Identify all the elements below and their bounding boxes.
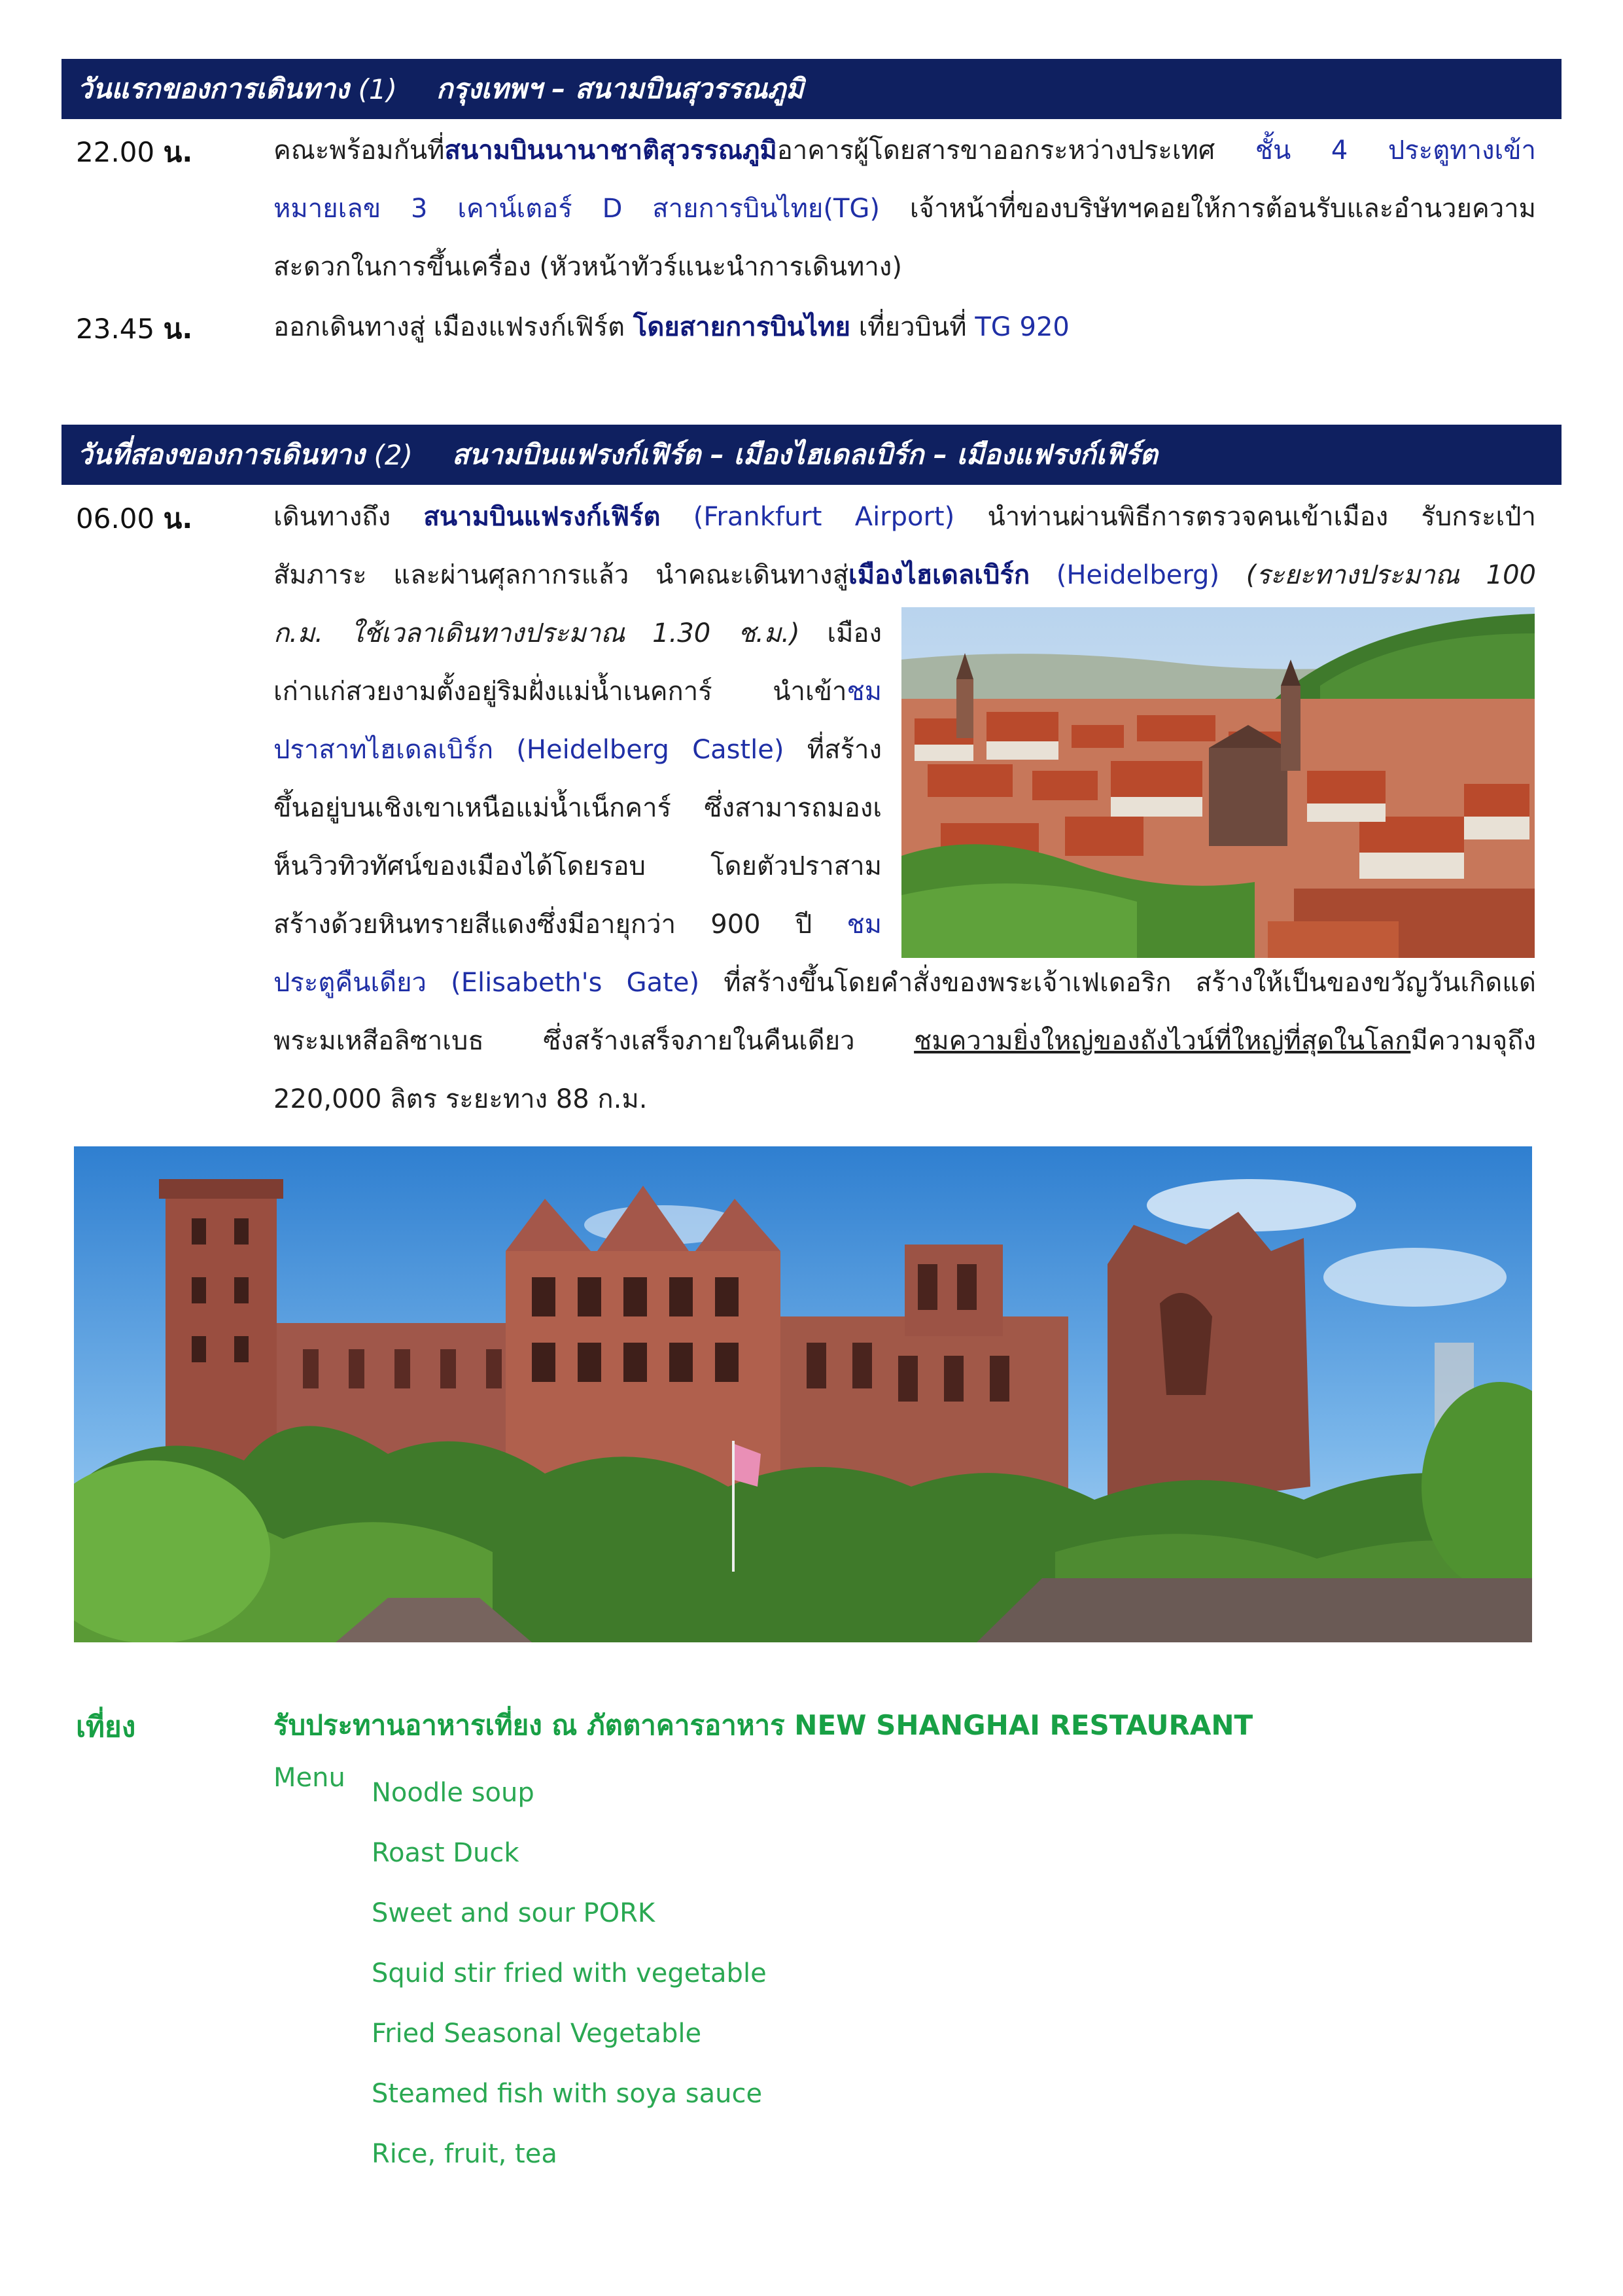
- text-span: ที่สร้างขึ้นโดยคำสั่งของพระเจ้าเฟเดอริก สร้างให้เป็นของขวัญวันเกิดแด่: [699, 968, 1536, 998]
- text-line: [273, 180, 1536, 238]
- text-span: ออกเดินทางสู่ เมืองแฟรงก์เฟิร์ต: [273, 312, 633, 342]
- text-span: เดินทางถึง: [273, 502, 424, 532]
- day1-time-2: [76, 308, 192, 351]
- gate-info: ชั้น 4 ประตูทางเข้า: [1255, 135, 1537, 166]
- text-line: [273, 546, 1536, 605]
- day1-route: กรุงเทพฯ – สนามบินสุวรรณภูมิ: [436, 73, 804, 105]
- text-line: ขึ้นอยู่บนเชิงเขาเหนือแม่น้ำเน็กคาร์ ซึ่งสามารถมองเ: [273, 793, 882, 823]
- heidelberg-castle-photo: [74, 1146, 1532, 1642]
- time-value: 06.00: [76, 503, 155, 535]
- time-value: 22.00: [76, 136, 155, 168]
- text-line: สะดวกในการขึ้นเครื่อง (หัวหน้าทัวร์แนะนำการเดินทาง): [273, 252, 902, 282]
- city-english: (Heidelberg): [1030, 560, 1246, 590]
- airport-english: (Frankfurt Airport): [660, 502, 955, 532]
- text-span: มีความจุถึง: [1410, 1026, 1536, 1056]
- gate-name: ประตูคืนเดียว (Elisabeth's Gate): [273, 968, 700, 998]
- city-name: เมืองไฮเดลเบิร์ก: [848, 560, 1030, 590]
- text-line: ห็นวิวทิวทัศน์ของเมืองได้โดยรอบ โดยตัวปราสาม: [273, 851, 882, 881]
- visit-word: ชม: [846, 910, 882, 940]
- time-value: 23.45: [76, 313, 155, 345]
- day2-entry-text-bottom: [273, 954, 1536, 1129]
- wine-barrel-highlight: ชมความยิ่งใหญ่ของถังไวน์ที่ใหญ่ที่สุดในโลก: [914, 1026, 1411, 1056]
- text-span: เที่ยวบินที่: [850, 312, 975, 342]
- menu-item: Fried Seasonal Vegetable: [372, 2019, 702, 2049]
- day2-entry-text-column: [273, 605, 882, 954]
- text-line: [273, 605, 882, 663]
- text-line: [273, 721, 882, 779]
- day2-route: สนามบินแฟรงก์เฟิร์ต – เมืองไฮเดลเบิร์ก – เมืองแฟรงก์เฟิร์ต: [451, 438, 1158, 470]
- text-span: สร้างด้วยหินทรายสีแดงซึ่งมีอายุกว่า 900 ปี: [273, 910, 847, 940]
- text-span: เจ้าหน้าที่ของบริษัทฯคอยให้การต้อนรับและอำนวยความ: [880, 194, 1537, 224]
- day2-time-1: [76, 497, 192, 540]
- day2-number: (2): [374, 438, 413, 471]
- text-span: พระมเหสีอลิซาเบธ ซึ่งสร้างเสร็จภายในคืนเดียว: [273, 1026, 915, 1056]
- day2-entry-text-top: [273, 488, 1536, 605]
- menu-item: Noodle soup: [372, 1778, 534, 1808]
- text-line: [273, 488, 1536, 546]
- day1-entry-2-text: [273, 298, 1070, 357]
- heidelberg-city-photo: [901, 607, 1535, 958]
- castle-name: ปราสาทไฮเดลเบิร์ก (Heidelberg Castle): [273, 735, 784, 765]
- time-unit: น.: [163, 503, 193, 535]
- time-unit: น.: [163, 313, 193, 345]
- lunch-label: เที่ยง: [76, 1710, 136, 1744]
- text-line: [273, 298, 1070, 357]
- airport-name: สนามบินนานาชาติสุวรรณภูมิ: [444, 135, 777, 166]
- menu-item: Sweet and sour PORK: [372, 1898, 655, 1928]
- menu-label: Menu: [273, 1763, 345, 1793]
- day1-entry-1-text: [273, 122, 1536, 296]
- airline-name: โดยสายการบินไทย: [633, 312, 850, 342]
- day2-header: [61, 425, 1562, 485]
- day1-header: [61, 59, 1562, 119]
- text-span: คณะพร้อมกันที่: [273, 135, 445, 166]
- text-span: สัมภาระ และผ่านศุลกากรแล้ว นำคณะเดินทางสู่: [273, 560, 849, 590]
- counter-info: หมายเลข 3 เคาน์เตอร์ D สายการบินไทย(TG): [273, 194, 881, 224]
- text-span: อาคารผู้โดยสารขาออกระหว่างประเทศ: [777, 135, 1255, 166]
- lunch-title: รับประทานอาหารเที่ยง ณ ภัตตาคารอาหาร NEW SHANGHAI RESTAURANT: [273, 1709, 1253, 1741]
- text-span: นำท่านผ่านพิธีการตรวจคนเข้าเมือง รับกระเป๋า: [954, 502, 1536, 532]
- text-line: [273, 1012, 1536, 1070]
- text-line: [273, 122, 1536, 180]
- day2-title: วันที่สองของการเดินทาง: [77, 438, 365, 470]
- menu-list: [372, 1763, 767, 2184]
- flight-number: TG 920: [975, 312, 1070, 342]
- day1-number: (1): [358, 73, 397, 105]
- text-span: ที่สร้าง: [784, 735, 882, 765]
- text-line: [273, 896, 882, 954]
- text-span: เมือง: [799, 618, 882, 648]
- airport-name: สนามบินแฟรงก์เฟิร์ต: [423, 502, 661, 532]
- castle-photo-svg: [74, 1146, 1532, 1642]
- menu-item: Squid stir fried with vegetable: [372, 1958, 767, 1988]
- time-unit: น.: [163, 136, 193, 168]
- menu-item: Steamed fish with soya sauce: [372, 2079, 763, 2109]
- text-line: [273, 954, 1536, 1012]
- menu-item: Roast Duck: [372, 1838, 519, 1868]
- duration-note: ก.ม. ใช้เวลาเดินทางประมาณ 1.30 ช.ม.): [273, 618, 800, 648]
- city-photo-svg: [901, 607, 1535, 958]
- text-line: 220,000 ลิตร ระยะทาง 88 ก.ม.: [273, 1084, 648, 1114]
- day1-title: วันแรกของการเดินทาง: [77, 73, 349, 105]
- text-span: เก่าแก่สวยงามตั้งอยู่ริมฝั่งแม่น้ำเนคการ์ นำเข้า: [273, 677, 847, 707]
- day1-time-1: [76, 131, 192, 174]
- distance-note: (ระยะทางประมาณ 100: [1246, 560, 1537, 590]
- menu-item: Rice, fruit, tea: [372, 2139, 557, 2169]
- text-line: [273, 663, 882, 721]
- visit-word: ชม: [846, 677, 882, 707]
